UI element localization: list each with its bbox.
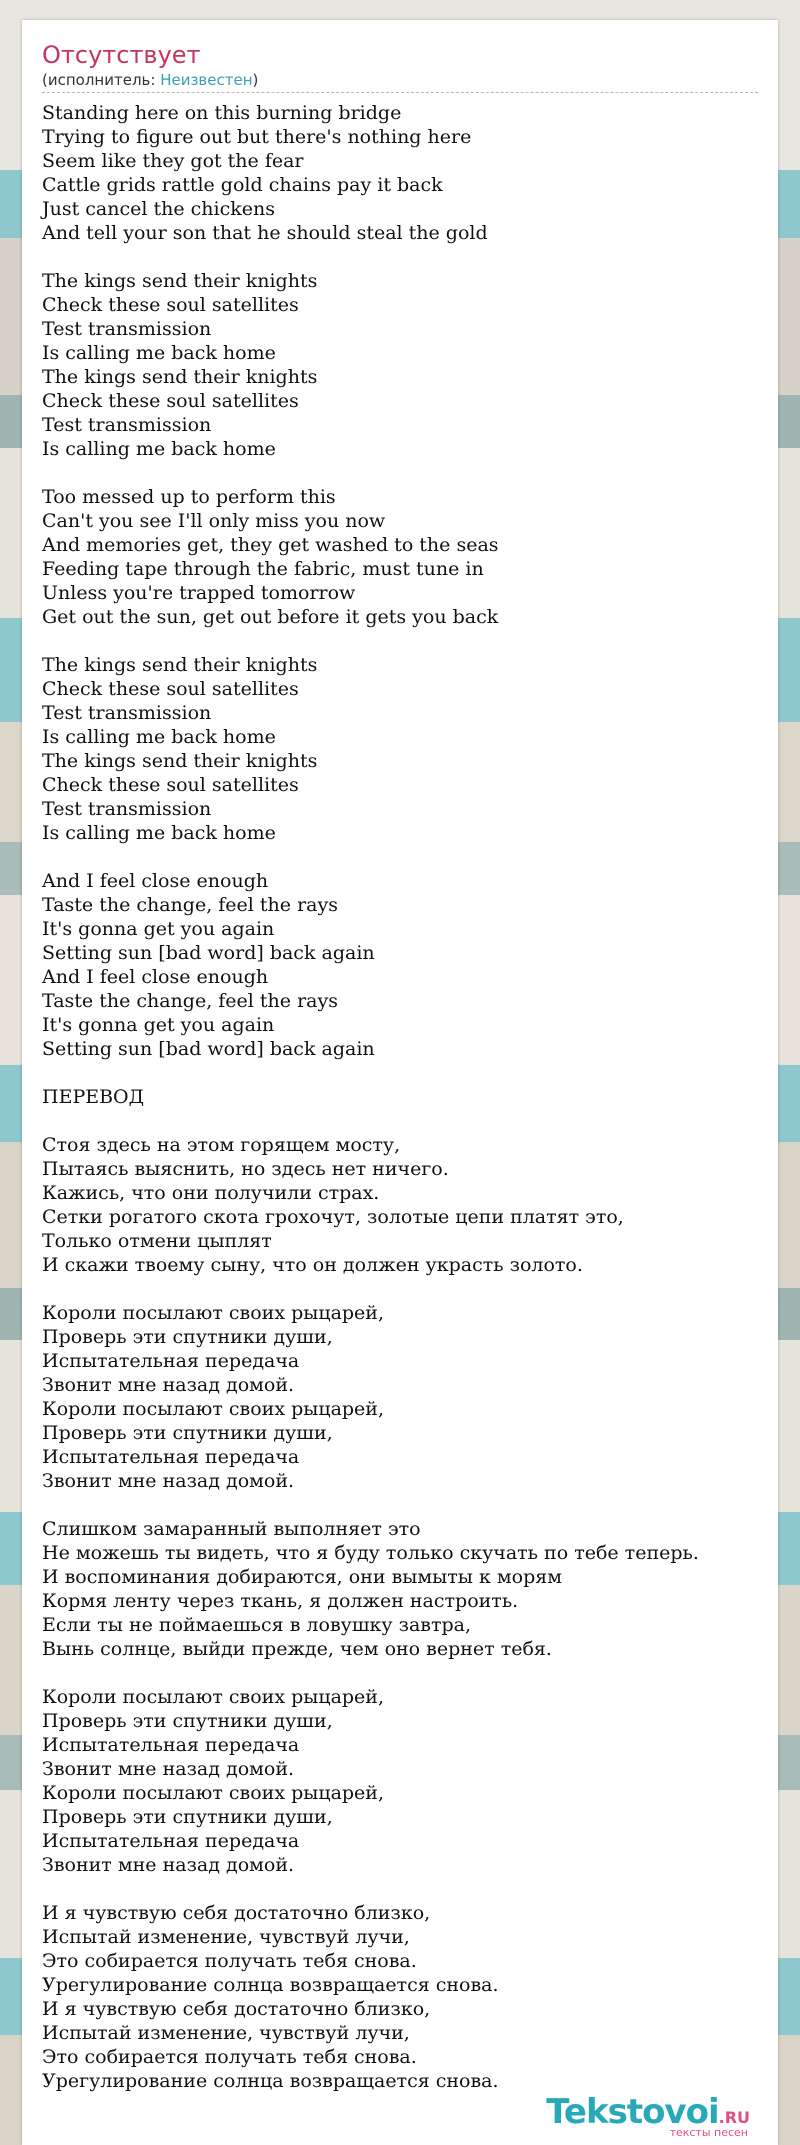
stanza-gap [42, 245, 762, 269]
stanza-gap [42, 845, 762, 869]
lyric-line: Звонит мне назад домой. [42, 1854, 295, 1876]
lyric-line: Taste the change, feel the rays [42, 990, 338, 1012]
lyric-line: Урегулирование солнца возвращается снова. [42, 2070, 499, 2092]
lyric-line: Испытательная передача [42, 1734, 300, 1756]
lyric-line: Test transmission [42, 414, 212, 436]
lyric-line: Is calling me back home [42, 438, 276, 460]
lyric-line: Вынь солнце, выйди прежде, чем оно вернет тебя. [42, 1638, 552, 1660]
lyric-line: Cattle grids rattle gold chains pay it back [42, 174, 443, 196]
lyric-line: Короли посылают своих рыцарей, [42, 1686, 385, 1708]
lyrics-text [42, 101, 762, 2093]
lyric-line: Test transmission [42, 702, 212, 724]
song-title: Отсутствует [42, 41, 201, 69]
lyric-line: Check these soul satellites [42, 774, 299, 796]
lyric-line: Taste the change, feel the rays [42, 894, 338, 916]
artist-prefix: (исполнитель: [42, 71, 161, 89]
lyric-line: The kings send their knights [42, 750, 318, 772]
lyric-line: The kings send their knights [42, 366, 318, 388]
lyric-line: Короли посылают своих рыцарей, [42, 1782, 385, 1804]
lyrics-card [22, 20, 778, 2145]
stanza-gap [42, 1493, 762, 1517]
lyric-line: И я чувствую себя достаточно близко, [42, 1902, 431, 1924]
lyric-line: Just cancel the chickens [42, 198, 275, 220]
lyric-line: Это собирается получать тебя снова. [42, 1950, 417, 1972]
lyric-line: Unless you're trapped tomorrow [42, 582, 356, 604]
artist-line [42, 70, 758, 90]
lyric-line: Is calling me back home [42, 822, 276, 844]
lyric-line: Испытательная передача [42, 1830, 300, 1852]
lyric-line: Испытай изменение, чувствуй лучи, [42, 1926, 410, 1948]
stanza-gap [42, 1277, 762, 1301]
lyric-line: And tell your son that he should steal the gold [42, 222, 488, 244]
stanza-gap [42, 1109, 762, 1133]
lyric-line: Проверь эти спутники души, [42, 1326, 333, 1348]
lyric-line: Короли посылают своих рыцарей, [42, 1302, 385, 1324]
stanza-gap [42, 1661, 762, 1685]
stanza-gap [42, 1061, 762, 1085]
lyric-line: Standing here on this burning bridge [42, 102, 402, 124]
lyric-line: Setting sun [bad word] back again [42, 942, 375, 964]
lyric-line: Сетки рогатого скота грохочут, золотые цепи платят это, [42, 1206, 624, 1228]
lyric-line: Испытательная передача [42, 1446, 300, 1468]
site-logo[interactable] [546, 2094, 750, 2139]
lyric-line: Проверь эти спутники души, [42, 1710, 333, 1732]
lyric-line: Если ты не поймаешься в ловушку завтра, [42, 1614, 472, 1636]
lyric-line: Too messed up to perform this [42, 486, 336, 508]
lyric-line: Test transmission [42, 798, 212, 820]
lyric-line: Get out the sun, get out before it gets you back [42, 606, 499, 628]
lyric-line: ПЕРЕВОД [42, 1086, 145, 1108]
lyric-line: Звонит мне назад домой. [42, 1374, 295, 1396]
logo-tld: .RU [718, 2108, 750, 2127]
logo-wordmark: Tekstovoi [546, 2092, 719, 2132]
lyric-line: Не можешь ты видеть, что я буду только скучать по тебе теперь. [42, 1542, 699, 1564]
song-header [42, 40, 758, 93]
artist-suffix: ) [252, 71, 259, 89]
lyric-line: Только отмени цыплят [42, 1230, 272, 1252]
lyric-line: Слишком замаранный выполняет это [42, 1518, 421, 1540]
artist-link[interactable]: Неизвестен [160, 71, 253, 89]
lyric-line: Звонит мне назад домой. [42, 1758, 295, 1780]
logo-subtitle: тексты песен [669, 2126, 748, 2139]
lyric-line: Seem like they got the fear [42, 150, 304, 172]
lyric-line: И я чувствую себя достаточно близко, [42, 1998, 431, 2020]
lyric-line: And I feel close enough [42, 870, 269, 892]
lyric-line: Test transmission [42, 318, 212, 340]
lyric-line: Испытай изменение, чувствуй лучи, [42, 2022, 410, 2044]
lyric-line: Trying to figure out but there's nothing here [42, 126, 472, 148]
lyric-line: Can't you see I'll only miss you now [42, 510, 386, 532]
lyric-line: Урегулирование солнца возвращается снова. [42, 1974, 499, 1996]
lyric-line: И скажи твоему сыну, что он должен украсть золото. [42, 1254, 583, 1276]
lyric-line: It's gonna get you again [42, 918, 275, 940]
lyric-line: Проверь эти спутники души, [42, 1422, 333, 1444]
stanza-gap [42, 629, 762, 653]
stanza-gap [42, 461, 762, 485]
lyric-line: Setting sun [bad word] back again [42, 1038, 375, 1060]
lyric-line: The kings send their knights [42, 270, 318, 292]
lyric-line: It's gonna get you again [42, 1014, 275, 1036]
lyric-line: И воспоминания добираются, они вымыты к морям [42, 1566, 563, 1588]
lyric-line: Feeding tape through the fabric, must tune in [42, 558, 484, 580]
lyric-line: Check these soul satellites [42, 390, 299, 412]
lyric-line: The kings send their knights [42, 654, 318, 676]
lyric-line: Кормя ленту через ткань, я должен настроить. [42, 1590, 519, 1612]
lyric-line: Check these soul satellites [42, 294, 299, 316]
lyric-line: Кажись, что они получили страх. [42, 1182, 380, 1204]
lyric-line: Is calling me back home [42, 342, 276, 364]
lyric-line: Звонит мне назад домой. [42, 1470, 295, 1492]
stanza-gap [42, 1877, 762, 1901]
lyric-line: Пытаясь выяснить, но здесь нет ничего. [42, 1158, 449, 1180]
lyric-line: Короли посылают своих рыцарей, [42, 1398, 385, 1420]
lyric-line: Это собирается получать тебя снова. [42, 2046, 417, 2068]
lyric-line: Стоя здесь на этом горящем мосту, [42, 1134, 401, 1156]
lyric-line: And I feel close enough [42, 966, 269, 988]
lyric-line: Is calling me back home [42, 726, 276, 748]
lyric-line: Испытательная передача [42, 1350, 300, 1372]
lyric-line: Check these soul satellites [42, 678, 299, 700]
lyric-line: Проверь эти спутники души, [42, 1806, 333, 1828]
lyric-line: And memories get, they get washed to the seas [42, 534, 499, 556]
